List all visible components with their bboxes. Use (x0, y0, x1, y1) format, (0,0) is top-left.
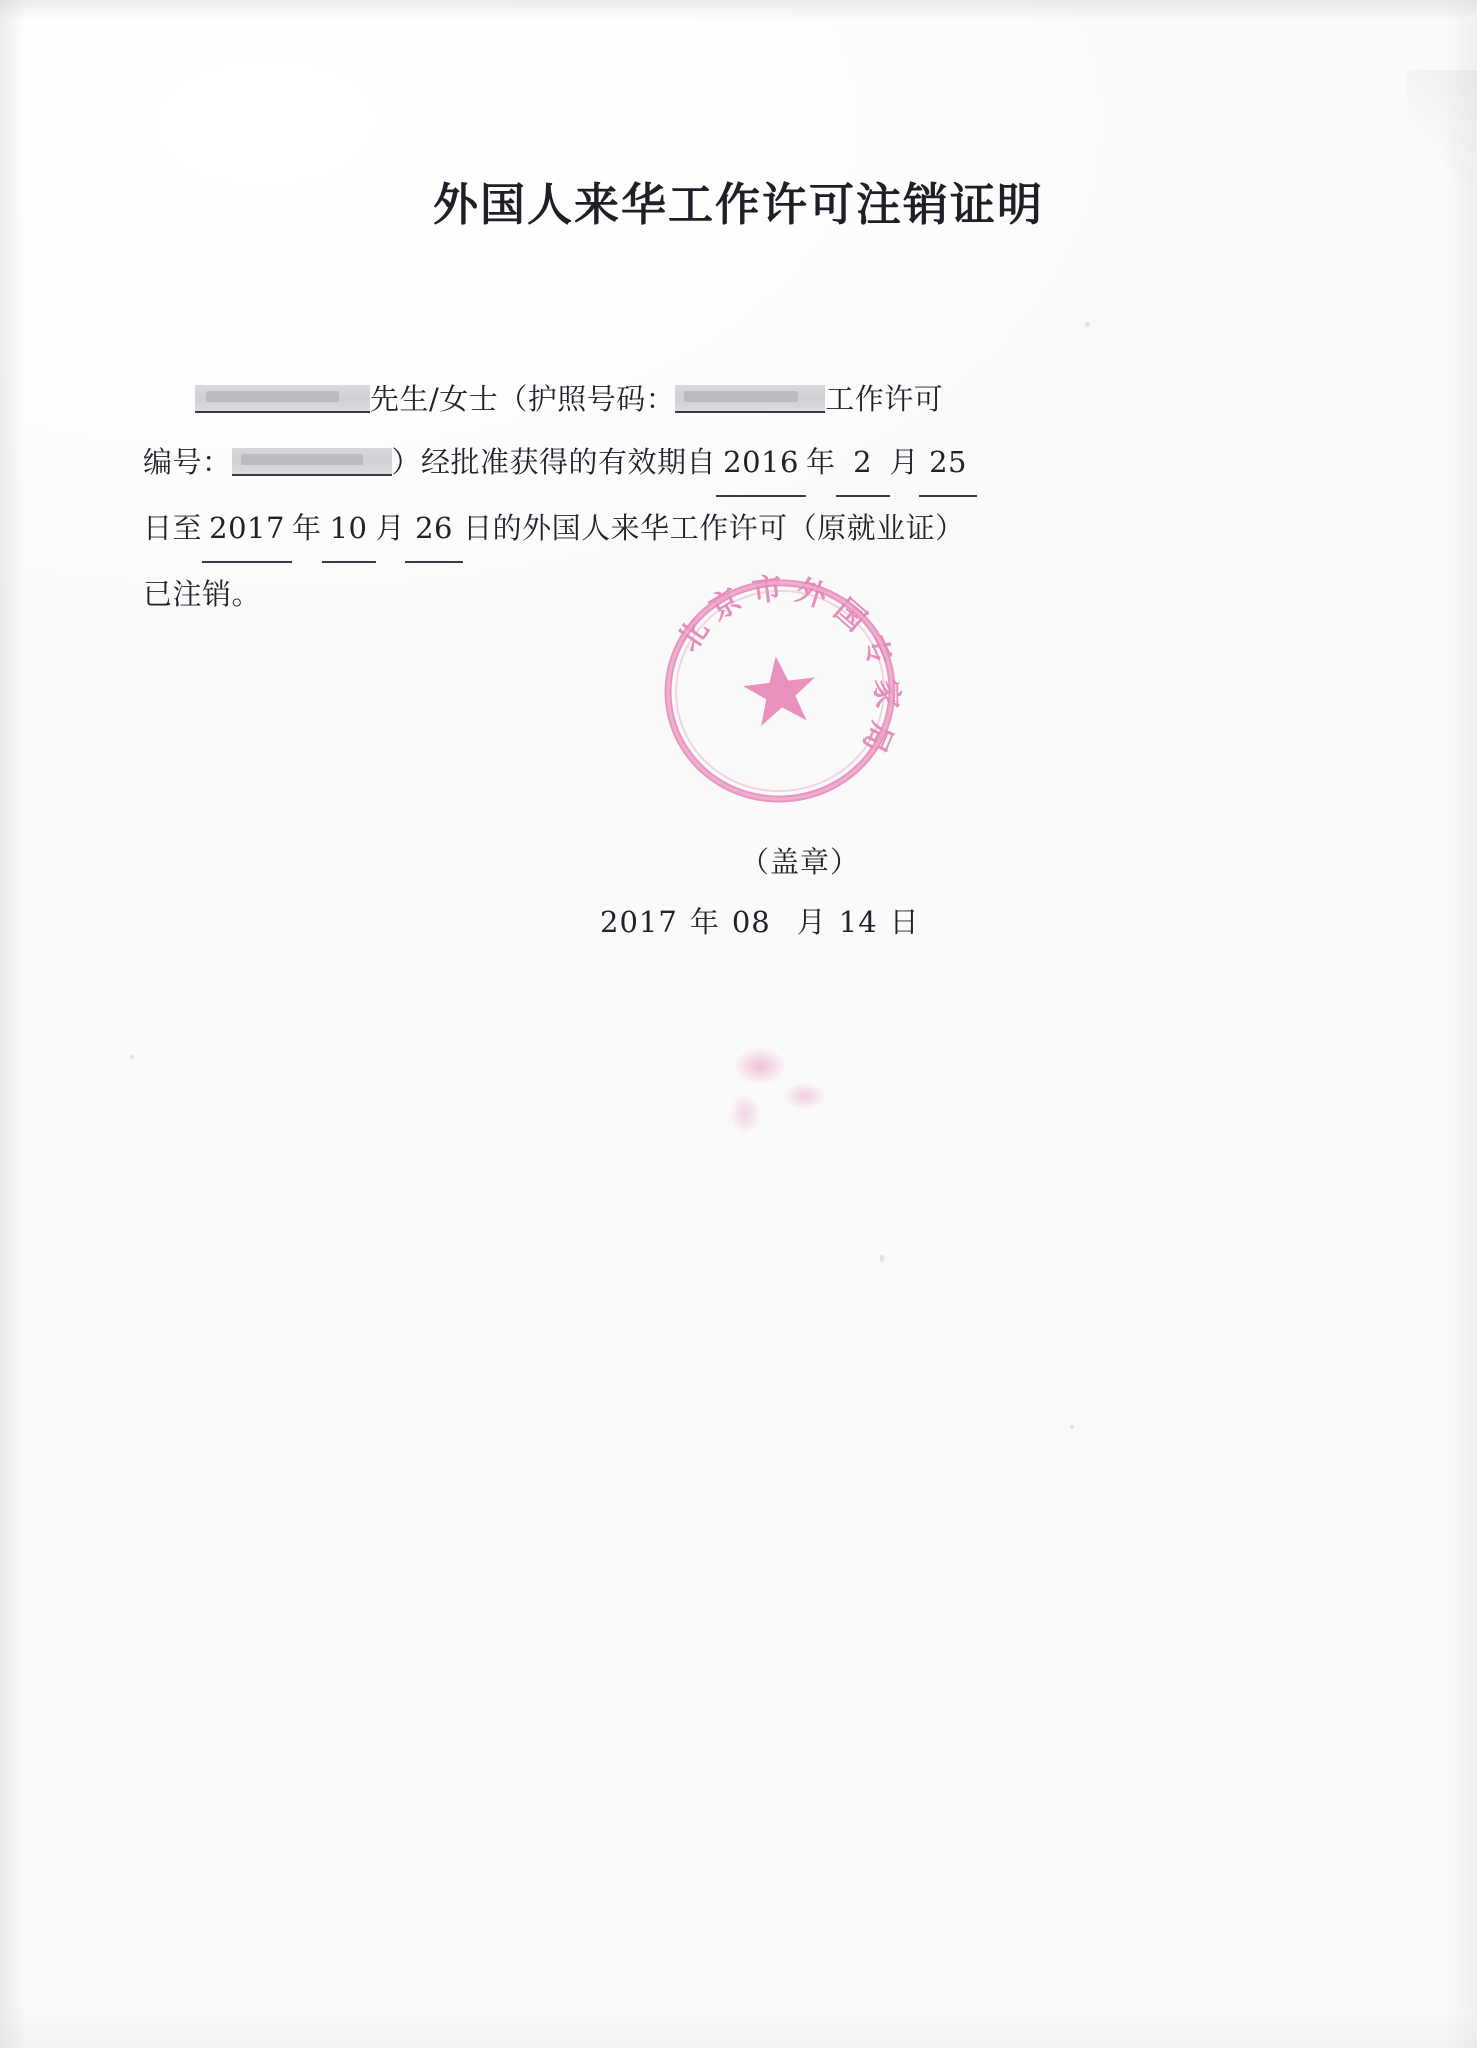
scan-edge-shadow-top (0, 0, 1477, 20)
body-line-2 (143, 431, 1333, 497)
line2-mid-text: ）经批准获得的有效期自 (391, 445, 717, 479)
start-day-unit: 日 (143, 511, 173, 545)
end-year-unit: 年 (292, 511, 322, 545)
signature-month: 08 (731, 905, 771, 939)
seal-ink-smudge (700, 1030, 850, 1150)
salutation-text: 先生/女士（护照号码： (370, 382, 676, 416)
start-day-value: 25 (919, 431, 977, 497)
start-month-unit: 月 (889, 445, 920, 479)
scan-edge-shadow-left (0, 0, 26, 2048)
body-line-1 (143, 368, 1333, 431)
paper-speck (880, 1255, 884, 1262)
paper-speck (130, 1055, 134, 1059)
body-line-4: 已注销。 (143, 577, 262, 611)
signature-day: 14 (838, 905, 878, 939)
line3-tail-text: 日的外国人来华工作许可（原就业证） (463, 511, 965, 545)
start-year-unit: 年 (806, 445, 836, 479)
paper-speck (1070, 1425, 1074, 1429)
signature-date (600, 900, 920, 941)
line1-tail-text: 工作许可 (825, 382, 944, 416)
start-year-value: 2016 (716, 431, 806, 497)
end-year-value: 2017 (202, 497, 292, 563)
paper-speck (1085, 322, 1090, 327)
scan-edge-shadow-right (1443, 0, 1477, 2048)
official-seal-stamp (641, 556, 919, 827)
signature-day-unit: 日 (889, 905, 920, 939)
body-line-3 (143, 497, 1333, 563)
permit-number-label: 编号： (143, 445, 232, 479)
seal-caption: （盖章） (740, 845, 861, 879)
redacted-passport-field (675, 385, 825, 413)
end-month-value: 10 (322, 497, 376, 563)
redacted-name-field (195, 385, 370, 413)
end-day-value: 26 (405, 497, 463, 563)
page-title: 外国人来华工作许可注销证明 (432, 178, 1044, 231)
range-to-text: 至 (172, 511, 203, 545)
signature-year: 2017 (600, 905, 678, 939)
signature-month-unit: 月 (796, 905, 827, 939)
start-month-value: 2 (836, 431, 890, 497)
signature-year-unit: 年 (689, 905, 720, 939)
redacted-permit-number-field (232, 448, 392, 476)
scan-edge-shadow-bottom (0, 2008, 1477, 2048)
svg-text:北 京 市 外 国 专 家 局: 北 京 市 外 国 专 家 局 (670, 571, 904, 758)
end-month-unit: 月 (375, 511, 406, 545)
